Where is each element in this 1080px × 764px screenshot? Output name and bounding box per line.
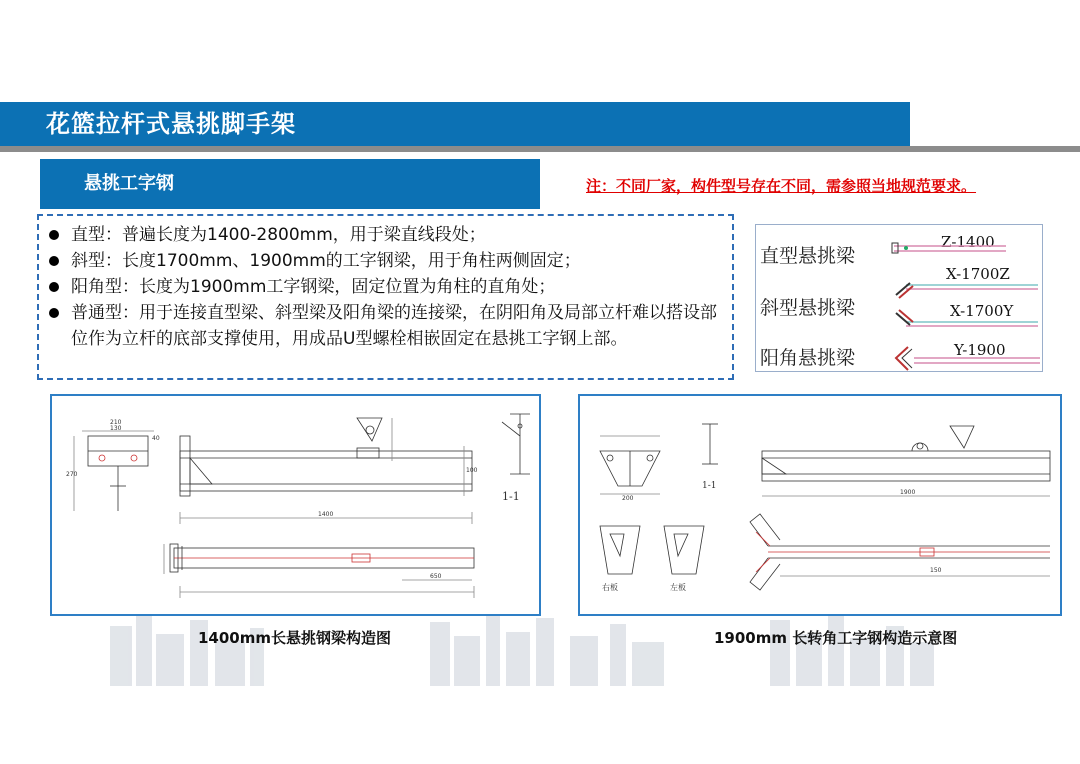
bullet-dot-icon [49, 256, 59, 266]
bullet-item [47, 222, 732, 248]
x1700y-beam-sketch [896, 310, 1038, 326]
bullet-dot-icon [49, 308, 59, 318]
bullet-item [47, 274, 732, 300]
title-divider [0, 146, 1080, 152]
caption-left: 1400mm长悬挑钢梁构造图 [198, 629, 392, 647]
dim-d3: 150 [930, 567, 942, 574]
legend-label-straight: 直型悬挑梁 [760, 245, 856, 267]
section-subtitle: 悬挑工字钢 [84, 173, 174, 194]
page-title: 花篮拉杆式悬挑脚手架 [46, 110, 296, 138]
dim-d1: 1900 [900, 489, 916, 496]
drawing-1900-corner-beam [578, 394, 1062, 616]
y1900-beam-sketch [896, 347, 1040, 370]
beam-type-legend [755, 224, 1043, 372]
bullet-list [39, 216, 732, 352]
left-plate-label: 左板 [670, 583, 686, 592]
dim-d2: 130 [110, 425, 122, 432]
legend-code-y1900: Y-1900 [954, 341, 1006, 359]
bullet-text: 普通型：用于连接直型梁、斜型梁及阳角梁的连接梁，在阴阳角及局部立杆难以搭设部位作为立杆的底部支撑使用，用成品U型螺栓相嵌固定在悬挑工字钢上部。 [71, 303, 717, 349]
bullet-text: 直型：普遍长度为1400-2800mm，用于梁直线段处； [71, 225, 486, 245]
bullet-dot-icon [49, 230, 59, 240]
legend-label-external-corner: 阳角悬挑梁 [760, 347, 856, 369]
bullet-item [47, 300, 732, 352]
dim-d1: 210 [110, 419, 122, 426]
legend-label-oblique: 斜型悬挑梁 [760, 297, 856, 319]
z1400-beam-sketch [892, 243, 1006, 253]
caption-right: 1900mm 长转角工字钢构造示意图 [714, 629, 958, 647]
bullet-dot-icon [49, 282, 59, 292]
section-label-1-1: 1-1 [502, 490, 520, 503]
subtitle-bar [40, 159, 540, 209]
dim-d3: 40 [152, 435, 160, 442]
dim-d2: 200 [622, 495, 634, 502]
legend-code-x1700y: X-1700Y [950, 302, 1014, 320]
section-label-1-1: 1-1 [702, 481, 717, 491]
bullet-box [37, 214, 734, 380]
bullet-item [47, 248, 732, 274]
bullet-text: 阳角型：长度为1900mm工字钢梁，固定位置为角柱的直角处； [71, 277, 556, 297]
x1700z-beam-sketch [896, 283, 1038, 298]
title-bar [0, 102, 910, 146]
dim-d7: 650 [430, 573, 442, 580]
legend-code-x1700z: X-1700Z [946, 265, 1010, 283]
drawing-1400-beam [50, 394, 541, 616]
legend-beam-sketches [756, 225, 1044, 373]
beam-1400-cad-drawing [52, 396, 539, 614]
dim-d4: 270 [66, 471, 78, 478]
dim-d5: 1400 [318, 511, 334, 518]
legend-code-z1400: Z-1400 [941, 233, 995, 251]
beam-1900-cad-drawing [580, 396, 1060, 614]
bullet-text: 斜型：长度1700mm、1900mm的工字钢梁，用于角柱两侧固定； [71, 251, 581, 271]
right-plate-label: 右板 [602, 583, 618, 592]
dim-d6: 100 [466, 467, 478, 474]
note-text: 注：不同厂家，构件型号存在不同，需参照当地规范要求。 [586, 177, 977, 195]
